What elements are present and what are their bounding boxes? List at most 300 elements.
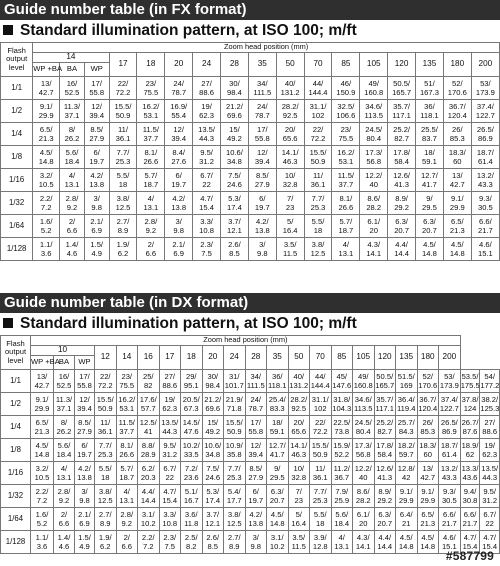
guide-number-meters: 11/ bbox=[315, 464, 326, 473]
guide-number-cell bbox=[75, 416, 95, 439]
guide-number-cell bbox=[60, 215, 85, 238]
guide-number-cell bbox=[84, 169, 109, 192]
guide-number-feet: 13.1 bbox=[64, 180, 80, 189]
guide-number-meters: 16.2/ bbox=[142, 102, 160, 111]
guide-number-feet: 61.4 bbox=[477, 157, 493, 166]
guide-number-meters: 11/ bbox=[117, 125, 128, 134]
guide-number-meters: 2.5/ bbox=[184, 533, 198, 542]
guide-number-feet: 14.8 bbox=[269, 519, 285, 528]
guide-number-cell bbox=[60, 238, 85, 261]
guide-number-meters: 25.2/ bbox=[376, 418, 394, 427]
guide-number-cell bbox=[245, 416, 267, 439]
guide-number-meters: 6.1/ bbox=[367, 217, 381, 226]
guide-number-cell bbox=[159, 462, 181, 485]
guide-number-cell bbox=[416, 238, 444, 261]
guide-number-feet: 62.3 bbox=[482, 450, 498, 459]
flash-output-level: 1/1 bbox=[1, 77, 33, 100]
guide-number-feet: 10.5 bbox=[34, 473, 50, 482]
guide-number-cell bbox=[109, 238, 137, 261]
guide-number-cell bbox=[331, 370, 353, 393]
guide-number-cell bbox=[60, 192, 85, 215]
guide-number-cell bbox=[288, 416, 310, 439]
guide-number-meters: 4.7/ bbox=[163, 487, 177, 496]
guide-number-feet: 13.1 bbox=[56, 473, 72, 482]
guide-number-cell bbox=[84, 192, 109, 215]
guide-number-cell bbox=[221, 238, 249, 261]
guide-number-meters: 10.6/ bbox=[204, 441, 222, 450]
guide-number-cell bbox=[480, 439, 500, 462]
guide-number-cell bbox=[159, 531, 181, 554]
guide-number-meters: 4.5/ bbox=[423, 240, 436, 249]
guide-number-cell bbox=[193, 123, 221, 146]
section-subtitle bbox=[0, 313, 500, 335]
guide-number-cell bbox=[31, 508, 54, 531]
zoom-position-header: 135 bbox=[416, 53, 444, 77]
guide-number-cell bbox=[60, 123, 85, 146]
guide-number-meters: 26/ bbox=[452, 125, 463, 134]
table-row bbox=[1, 462, 500, 485]
guide-number-cell bbox=[75, 462, 95, 485]
guide-number-meters: 34.6/ bbox=[365, 102, 383, 111]
zoom-head-position-header: Zoom head position (mm) bbox=[31, 336, 461, 346]
guide-number-feet: 12.1 bbox=[205, 519, 221, 528]
guide-number-cell bbox=[443, 192, 471, 215]
guide-number-cell bbox=[360, 100, 388, 123]
guide-number-cell bbox=[396, 416, 418, 439]
guide-number-feet: 87.6 bbox=[462, 427, 478, 436]
guide-number-feet: 43.3 bbox=[477, 180, 493, 189]
guide-number-meters: 18.7/ bbox=[440, 441, 458, 450]
guide-number-cell bbox=[396, 508, 418, 531]
guide-number-feet: 102 bbox=[311, 111, 325, 120]
guide-number-meters: 6.3/ bbox=[395, 217, 408, 226]
guide-number-feet: 56.8 bbox=[355, 450, 371, 459]
guide-number-feet: 14.4 bbox=[394, 249, 409, 258]
accessory-column-header: BA bbox=[54, 356, 75, 370]
guide-number-meters: 15.5/ bbox=[309, 148, 327, 157]
guide-number-feet: 55.8 bbox=[89, 88, 105, 97]
guide-number-feet: 15.1 bbox=[441, 542, 457, 551]
guide-number-meters: 19/ bbox=[201, 102, 212, 111]
guide-number-cell bbox=[60, 100, 85, 123]
zoom-head-position-header: Zoom head position (mm) bbox=[33, 43, 500, 53]
guide-number-feet: 165.7 bbox=[392, 88, 412, 97]
guide-number-feet: 9.8 bbox=[91, 203, 102, 212]
table-row bbox=[1, 508, 500, 531]
guide-number-feet: 65.6 bbox=[282, 134, 298, 143]
guide-number-feet: 7.2 bbox=[40, 203, 52, 212]
guide-number-feet: 60 bbox=[453, 157, 462, 166]
guide-number-meters: 8.5/ bbox=[249, 464, 263, 473]
guide-number-cell bbox=[95, 462, 117, 485]
guide-number-meters: 1.9/ bbox=[98, 533, 112, 542]
guide-number-feet: 12.5 bbox=[97, 496, 113, 505]
guide-number-feet: 55.8 bbox=[77, 381, 92, 390]
table-row bbox=[1, 192, 500, 215]
guide-number-meters: 24/ bbox=[173, 79, 184, 88]
guide-number-meters: 1.6/ bbox=[39, 217, 53, 226]
guide-number-cell bbox=[471, 146, 499, 169]
table-row bbox=[1, 370, 500, 393]
guide-number-meters: 37.8/ bbox=[461, 395, 479, 404]
guide-number-meters: 11.3/ bbox=[63, 102, 81, 111]
guide-number-feet: 125.3 bbox=[480, 404, 500, 413]
guide-number-feet: 34.8 bbox=[227, 157, 242, 166]
guide-number-feet: 29.5 bbox=[422, 203, 437, 212]
guide-number-feet: 19.7 bbox=[248, 496, 264, 505]
guide-number-meters: 18/ bbox=[271, 418, 283, 427]
guide-number-cell bbox=[331, 508, 353, 531]
guide-number-feet: 72.2 bbox=[97, 381, 113, 390]
guide-number-feet: 40 bbox=[369, 180, 378, 189]
guide-number-meters: 40/ bbox=[284, 79, 296, 88]
guide-number-cell bbox=[310, 439, 332, 462]
guide-number-cell bbox=[276, 215, 304, 238]
guide-number-meters: 15.5/ bbox=[225, 418, 243, 427]
guide-number-feet: 5.2 bbox=[36, 519, 48, 528]
guide-number-feet: 37.7 bbox=[338, 180, 354, 189]
guide-number-meters: 26/ bbox=[422, 418, 434, 427]
guide-number-feet: 26.2 bbox=[64, 134, 80, 143]
guide-number-cell bbox=[332, 100, 360, 123]
guide-number-cell bbox=[332, 192, 360, 215]
guide-number-cell bbox=[181, 531, 203, 554]
zoom-position-header: 14 bbox=[116, 346, 138, 370]
guide-number-cell bbox=[416, 146, 444, 169]
guide-number-meters: 24/ bbox=[257, 102, 268, 111]
guide-number-cell bbox=[181, 416, 203, 439]
guide-number-feet: 53.1 bbox=[119, 404, 135, 413]
guide-number-feet: 78.7 bbox=[248, 404, 264, 413]
guide-number-meters: 53.5/ bbox=[461, 372, 479, 381]
guide-number-meters: 26.5/ bbox=[476, 125, 494, 134]
guide-number-meters: 2.2/ bbox=[141, 533, 155, 542]
guide-number-cell bbox=[245, 462, 267, 485]
guide-number-feet: 5.2 bbox=[40, 226, 52, 235]
guide-number-cell bbox=[276, 77, 304, 100]
guide-number-cell bbox=[137, 146, 165, 169]
accessory-column-header: WP +BA bbox=[31, 356, 54, 370]
guide-number-feet: 71.8 bbox=[226, 404, 242, 413]
guide-number-cell bbox=[31, 531, 54, 554]
guide-number-cell bbox=[416, 169, 444, 192]
guide-number-cell bbox=[276, 100, 304, 123]
guide-number-feet: 41.3 bbox=[377, 473, 393, 482]
zoom-position-header: 120 bbox=[388, 53, 416, 77]
guide-number-cell bbox=[388, 215, 416, 238]
guide-number-meters: 2.1/ bbox=[78, 510, 91, 519]
guide-number-cell bbox=[396, 531, 418, 554]
guide-number-meters: 53/ bbox=[444, 372, 455, 381]
guide-number-meters: 3.9/ bbox=[313, 533, 327, 542]
zoom-position-header: 180 bbox=[443, 53, 471, 77]
guide-number-feet: 22 bbox=[485, 519, 494, 528]
guide-number-feet: 104.3 bbox=[332, 404, 352, 413]
zoom-position-header: 200 bbox=[471, 53, 499, 77]
bullet-square-icon bbox=[3, 25, 13, 35]
guide-number-meters: 4.5/ bbox=[399, 533, 413, 542]
guide-number-meters: 3.7/ bbox=[228, 217, 241, 226]
guide-number-feet: 170.6 bbox=[418, 381, 438, 390]
guide-number-feet: 49.2 bbox=[227, 134, 242, 143]
guide-number-meters: 12.6/ bbox=[376, 464, 394, 473]
accessory-column-header: WP +BA bbox=[33, 63, 60, 77]
guide-number-cell bbox=[109, 77, 137, 100]
guide-number-cell bbox=[310, 462, 332, 485]
guide-number-cell bbox=[193, 192, 221, 215]
guide-number-feet: 6.9 bbox=[79, 519, 90, 528]
guide-number-meters: 22/ bbox=[312, 125, 324, 134]
guide-number-feet: 39.4 bbox=[77, 404, 92, 413]
guide-number-meters: 5.5/ bbox=[313, 510, 327, 519]
guide-number-meters: 2/ bbox=[68, 217, 76, 226]
watermark-id: #587799 bbox=[445, 549, 494, 563]
guide-number-meters: 22/ bbox=[314, 418, 326, 427]
table-row bbox=[1, 169, 500, 192]
dx-format-section bbox=[0, 293, 500, 554]
guide-number-feet: 58.4 bbox=[377, 450, 393, 459]
guide-number-feet: 25.3 bbox=[226, 473, 242, 482]
guide-number-cell bbox=[310, 370, 332, 393]
guide-number-meters: 36.4/ bbox=[397, 395, 415, 404]
guide-number-feet: 9.2 bbox=[145, 226, 157, 235]
guide-number-feet: 67.3 bbox=[183, 404, 199, 413]
guide-number-cell bbox=[248, 77, 276, 100]
guide-number-feet: 83.7 bbox=[422, 134, 437, 143]
guide-number-feet: 6.9 bbox=[91, 226, 102, 235]
guide-number-meters: 5/ bbox=[286, 217, 294, 226]
guide-number-feet: 6.6 bbox=[58, 519, 70, 528]
guide-number-feet: 12.5 bbox=[310, 249, 326, 258]
zoom-position-header: 20 bbox=[202, 346, 224, 370]
guide-number-feet: 40 bbox=[359, 473, 368, 482]
guide-number-feet: 32.8 bbox=[282, 180, 298, 189]
guide-number-cell bbox=[54, 439, 75, 462]
guide-number-cell bbox=[245, 370, 267, 393]
guide-number-cell bbox=[60, 77, 85, 100]
guide-number-meters: 6/ bbox=[259, 194, 266, 203]
guide-number-feet: 9.8 bbox=[250, 542, 262, 551]
flash-output-level: 1/2 bbox=[1, 393, 31, 416]
guide-number-cell bbox=[109, 215, 137, 238]
guide-number-meters: 13/ bbox=[422, 464, 434, 473]
guide-number-meters: 2.1/ bbox=[172, 240, 186, 249]
guide-number-feet: 82 bbox=[144, 381, 153, 390]
guide-number-feet: 88.6 bbox=[482, 427, 498, 436]
guide-number-meters: 13.2/ bbox=[476, 171, 494, 180]
guide-number-cell bbox=[443, 215, 471, 238]
zoom-position-header: 28 bbox=[221, 53, 249, 77]
guide-number-cell bbox=[480, 393, 500, 416]
guide-number-cell bbox=[460, 393, 480, 416]
guide-number-meters: 7.5/ bbox=[206, 464, 220, 473]
guide-number-feet: 8.2 bbox=[185, 542, 197, 551]
guide-number-cell bbox=[288, 485, 310, 508]
guide-number-feet: 31.2 bbox=[162, 450, 178, 459]
table-row bbox=[1, 531, 500, 554]
guide-number-cell bbox=[181, 485, 203, 508]
guide-number-meters: 38.2/ bbox=[481, 395, 499, 404]
guide-number-cell bbox=[388, 192, 416, 215]
guide-number-cell bbox=[304, 77, 332, 100]
guide-number-meters: 27/ bbox=[164, 372, 176, 381]
guide-number-meters: 7/ bbox=[295, 487, 302, 496]
guide-number-feet: 22 bbox=[165, 473, 174, 482]
guide-number-cell bbox=[267, 485, 289, 508]
guide-number-meters: 25.2/ bbox=[393, 125, 411, 134]
section-title: Guide number table (in DX format) bbox=[0, 293, 500, 313]
guide-number-meters: 13/ bbox=[36, 372, 48, 381]
zoom-position-header: 24 bbox=[224, 346, 246, 370]
guide-number-meters: 20/ bbox=[284, 125, 296, 134]
guide-number-cell bbox=[84, 123, 109, 146]
guide-number-cell bbox=[288, 462, 310, 485]
guide-number-meters: 3.2/ bbox=[35, 464, 49, 473]
guide-number-meters: 50.5/ bbox=[376, 372, 394, 381]
guide-number-cell bbox=[417, 439, 439, 462]
guide-number-meters: 4.5/ bbox=[35, 441, 49, 450]
guide-number-cell bbox=[267, 393, 289, 416]
guide-number-meters: 51.5/ bbox=[397, 372, 415, 381]
guide-number-meters: 2.1/ bbox=[90, 217, 104, 226]
guide-number-feet: 19.7 bbox=[171, 180, 187, 189]
guide-number-meters: 12/ bbox=[257, 148, 268, 157]
guide-number-meters: 7/ bbox=[286, 194, 294, 203]
guide-number-meters: 7.7/ bbox=[116, 148, 130, 157]
guide-number-cell bbox=[31, 393, 54, 416]
guide-number-cell bbox=[353, 531, 375, 554]
guide-number-meters: 4/ bbox=[60, 464, 68, 473]
guide-number-meters: 4.7/ bbox=[483, 533, 496, 542]
guide-number-cell bbox=[471, 238, 499, 261]
guide-number-cell bbox=[374, 485, 396, 508]
guide-number-cell bbox=[480, 508, 500, 531]
guide-number-cell bbox=[33, 169, 60, 192]
guide-number-cell bbox=[202, 416, 224, 439]
guide-number-cell bbox=[202, 462, 224, 485]
guide-number-meters: 16.2/ bbox=[337, 148, 355, 157]
guide-number-cell bbox=[95, 508, 117, 531]
guide-number-cell bbox=[388, 169, 416, 192]
guide-number-feet: 50.9 bbox=[226, 427, 242, 436]
guide-number-cell bbox=[109, 100, 137, 123]
guide-number-cell bbox=[471, 123, 499, 146]
guide-number-feet: 10.2 bbox=[269, 542, 285, 551]
guide-number-feet: 7.5 bbox=[164, 542, 176, 551]
guide-number-meters: 17.6/ bbox=[139, 395, 157, 404]
guide-number-feet: 150.9 bbox=[336, 88, 356, 97]
guide-number-cell bbox=[471, 192, 499, 215]
guide-number-feet: 21.3 bbox=[420, 519, 436, 528]
guide-number-meters: 16.9/ bbox=[170, 102, 188, 111]
guide-number-cell bbox=[165, 215, 193, 238]
guide-number-cell bbox=[54, 393, 75, 416]
guide-number-meters: 3.8/ bbox=[227, 510, 241, 519]
guide-number-cell bbox=[202, 508, 224, 531]
guide-number-meters: 4.7/ bbox=[200, 194, 213, 203]
guide-number-feet: 82.7 bbox=[394, 134, 409, 143]
guide-number-cell bbox=[248, 100, 276, 123]
guide-number-meters: 4.6/ bbox=[479, 240, 492, 249]
guide-number-feet: 37.1 bbox=[56, 404, 72, 413]
guide-number-feet: 39.4 bbox=[248, 450, 264, 459]
guide-number-meters: 9/ bbox=[274, 464, 281, 473]
guide-number-feet: 118.1 bbox=[268, 381, 287, 390]
guide-number-feet: 175.5 bbox=[460, 381, 480, 390]
guide-number-feet: 26.2 bbox=[56, 427, 72, 436]
guide-number-feet: 8.5 bbox=[207, 542, 219, 551]
guide-number-meters: 36/ bbox=[271, 372, 283, 381]
guide-number-meters: 21.9/ bbox=[225, 395, 243, 404]
wide-panel-position-header: 10 bbox=[31, 346, 95, 356]
flash-output-level: 1/4 bbox=[1, 123, 33, 146]
guide-number-feet: 6.6 bbox=[145, 249, 157, 258]
guide-number-cell bbox=[54, 416, 75, 439]
guide-number-meters: 4.5/ bbox=[450, 240, 464, 249]
guide-number-cell bbox=[388, 146, 416, 169]
guide-number-feet: 17.4 bbox=[205, 496, 221, 505]
guide-number-cell bbox=[245, 508, 267, 531]
guide-number-meters: 6/ bbox=[175, 171, 182, 180]
guide-number-feet: 30.5 bbox=[477, 203, 493, 212]
guide-number-cell bbox=[54, 462, 75, 485]
guide-number-feet: 120.4 bbox=[447, 111, 467, 120]
guide-number-meters: 2.7/ bbox=[98, 510, 112, 519]
guide-number-meters: 2.8/ bbox=[120, 510, 134, 519]
guide-number-cell bbox=[137, 238, 165, 261]
guide-number-feet: 59.7 bbox=[398, 450, 414, 459]
guide-number-meters: 2.2/ bbox=[39, 194, 53, 203]
guide-number-cell bbox=[165, 169, 193, 192]
guide-number-meters: 6.5/ bbox=[450, 217, 464, 226]
guide-number-cell bbox=[109, 169, 137, 192]
guide-number-cell bbox=[165, 100, 193, 123]
guide-number-cell bbox=[248, 146, 276, 169]
guide-number-feet: 15.4 bbox=[162, 496, 178, 505]
guide-number-meters: 34/ bbox=[250, 372, 262, 381]
guide-number-feet: 14.1 bbox=[366, 249, 382, 258]
guide-number-cell bbox=[416, 123, 444, 146]
guide-number-cell bbox=[31, 370, 54, 393]
guide-number-meters: 44/ bbox=[314, 372, 326, 381]
guide-number-cell bbox=[181, 439, 203, 462]
guide-number-cell bbox=[471, 77, 499, 100]
guide-number-feet: 36.1 bbox=[115, 134, 131, 143]
zoom-position-header: 50 bbox=[288, 346, 310, 370]
zoom-position-header: 35 bbox=[267, 346, 289, 370]
guide-number-meters: 5.6/ bbox=[65, 148, 79, 157]
guide-number-meters: 8.6/ bbox=[367, 194, 381, 203]
guide-number-cell bbox=[224, 416, 246, 439]
guide-number-meters: 15.5/ bbox=[114, 102, 132, 111]
guide-number-cell bbox=[310, 393, 332, 416]
guide-number-feet: 102 bbox=[313, 404, 327, 413]
guide-number-cell bbox=[193, 215, 221, 238]
guide-number-meters: 13.5/ bbox=[198, 125, 216, 134]
guide-number-feet: 18 bbox=[316, 519, 325, 528]
guide-number-meters: 8.9/ bbox=[378, 487, 392, 496]
guide-number-meters: 6.5/ bbox=[421, 510, 435, 519]
guide-number-feet: 21.3 bbox=[449, 226, 465, 235]
zoom-position-header: 18 bbox=[137, 53, 165, 77]
guide-number-feet: 10.8 bbox=[199, 226, 214, 235]
guide-number-feet: 21 bbox=[402, 519, 411, 528]
guide-number-meters: 2/ bbox=[147, 240, 155, 249]
guide-number-feet: 16.7 bbox=[183, 496, 199, 505]
guide-number-meters: 10.2/ bbox=[182, 441, 200, 450]
guide-number-cell bbox=[331, 439, 353, 462]
guide-number-cell bbox=[460, 462, 480, 485]
